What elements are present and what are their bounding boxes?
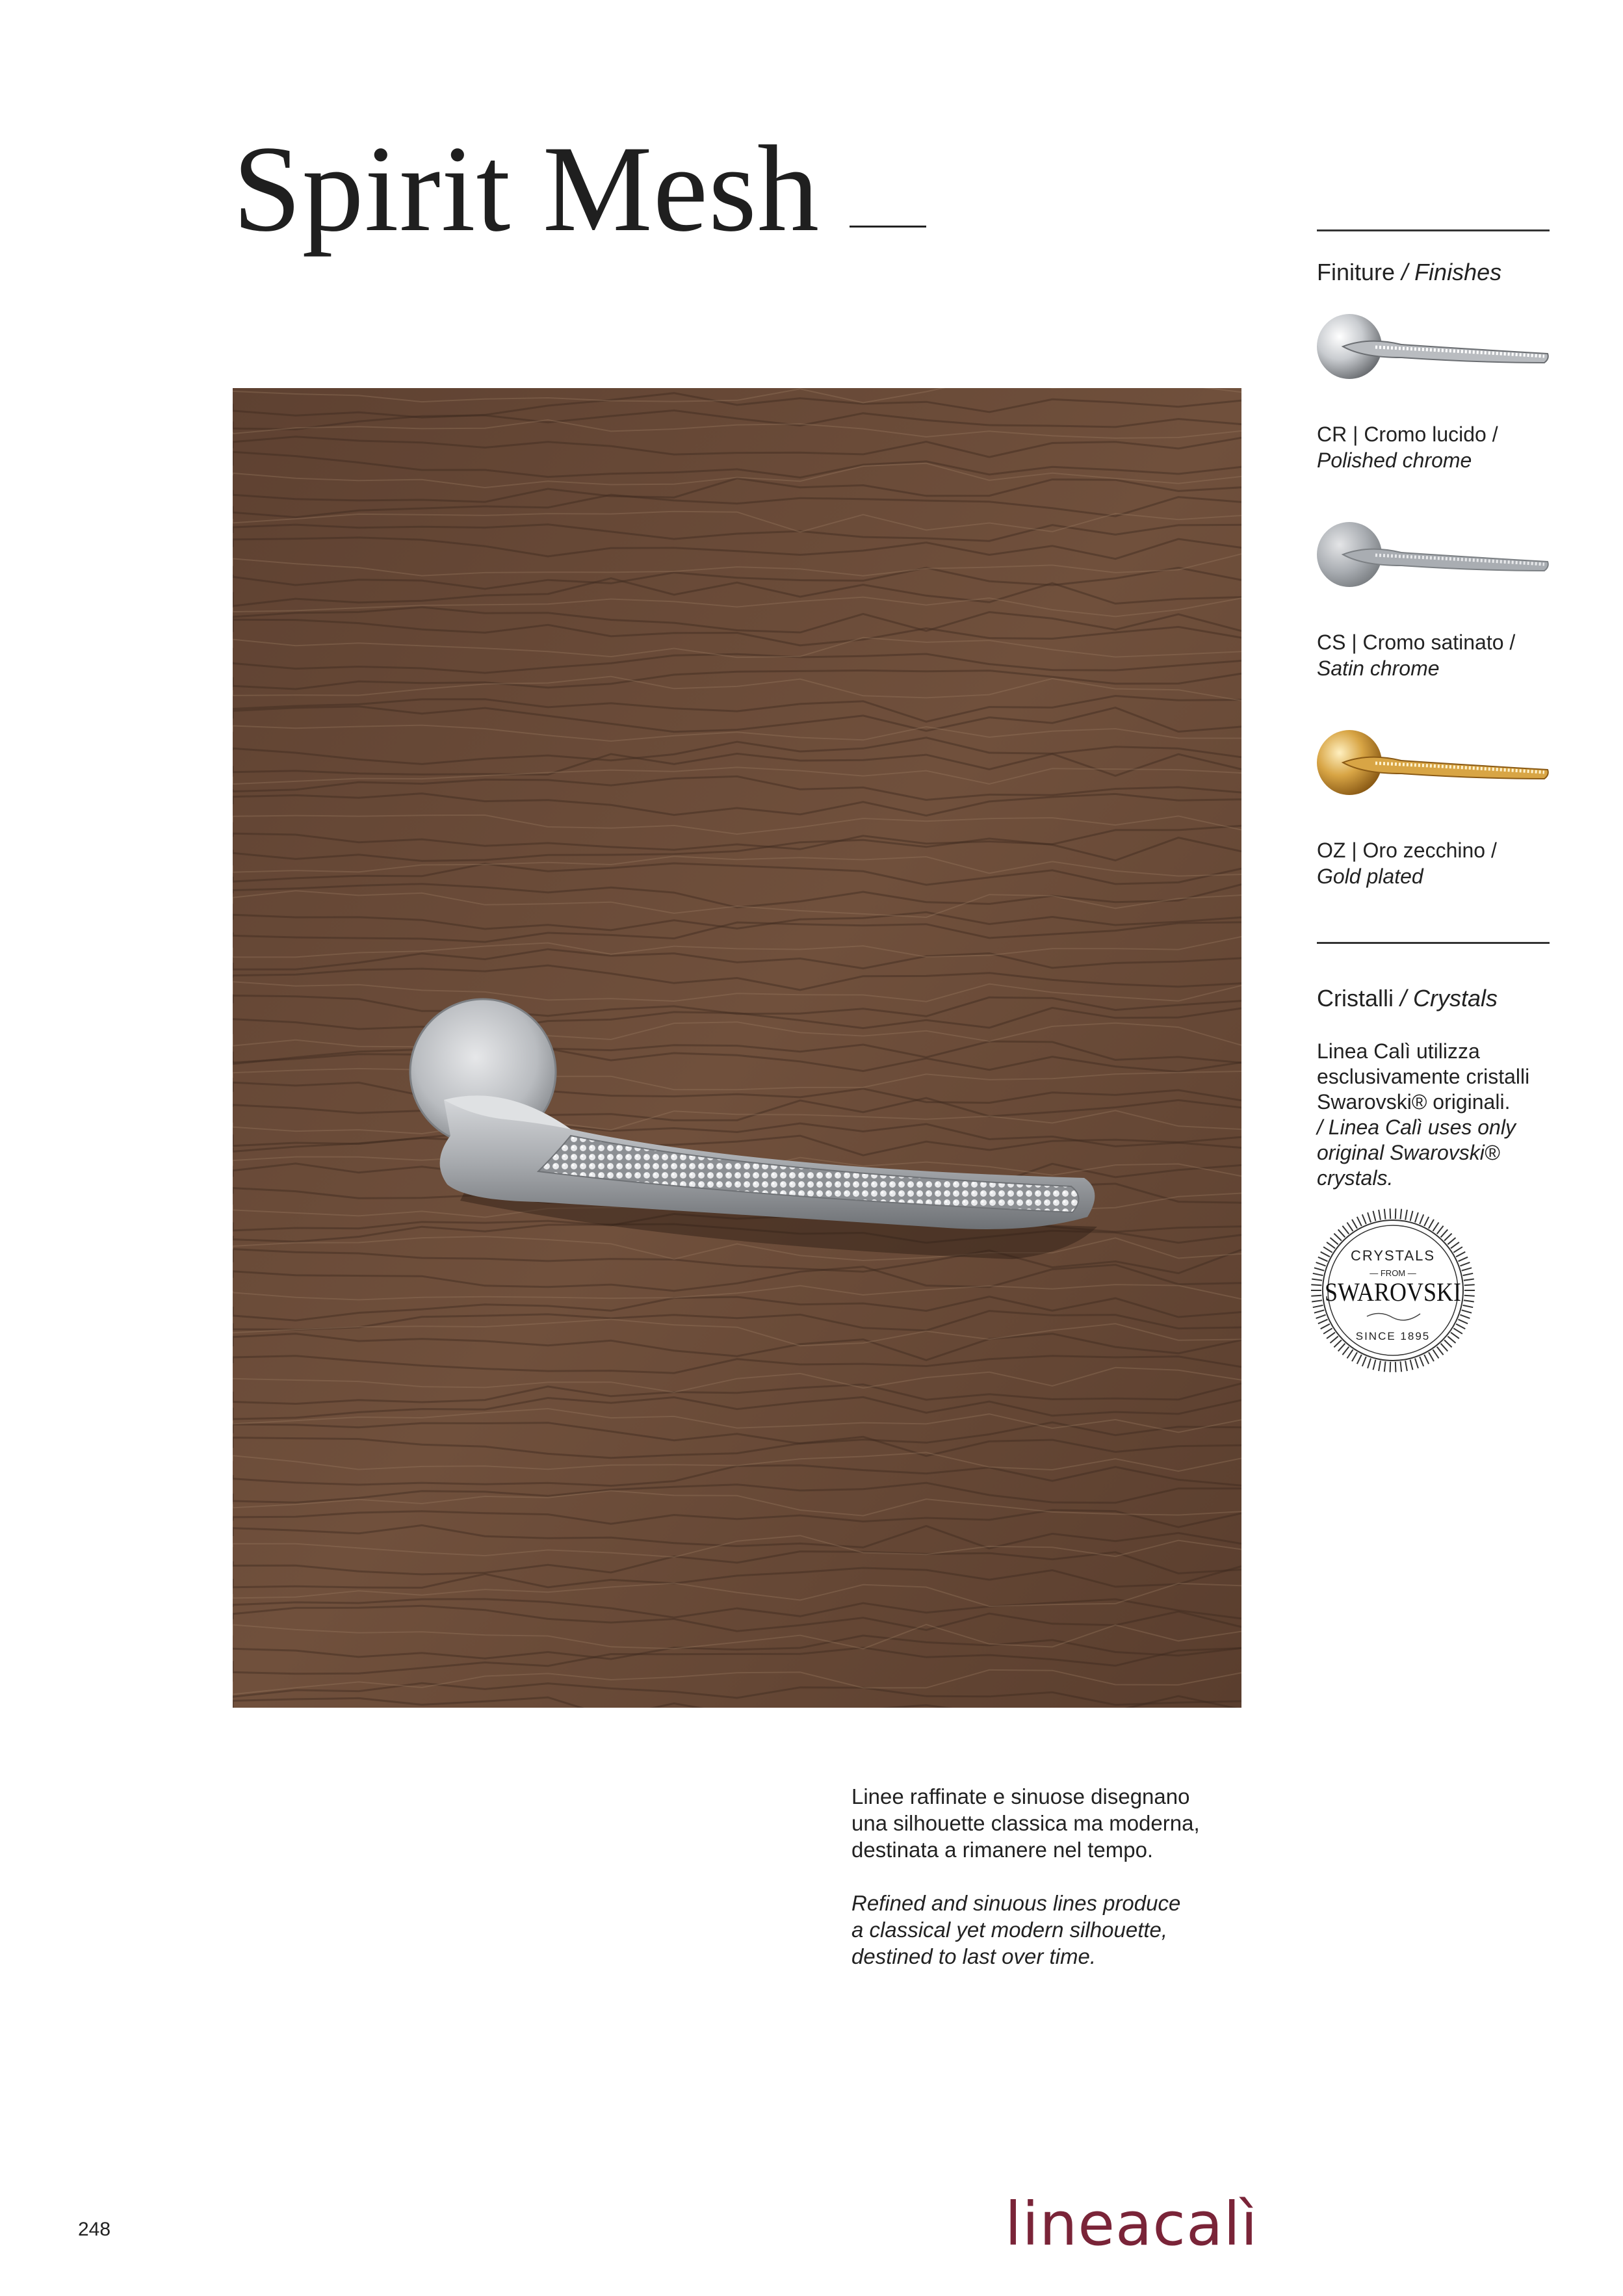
- crystals-text-it-line: Linea Calì utilizza: [1317, 1039, 1480, 1063]
- badge-from-text: — FROM —: [1370, 1268, 1416, 1278]
- badge-ray: [1318, 1257, 1328, 1262]
- description-en: [851, 1890, 1267, 1970]
- badge-ray: [1368, 1359, 1371, 1368]
- finish-caption-gold-plated: [1317, 837, 1577, 889]
- badge-ray: [1321, 1324, 1330, 1329]
- crystals-heading-en: / Crystals: [1400, 985, 1498, 1011]
- badge-ray: [1347, 1223, 1353, 1231]
- finish-caption-satin-chrome: [1317, 629, 1577, 681]
- finish-name-en: Satin chrome: [1317, 657, 1440, 680]
- badge-ray: [1327, 1333, 1335, 1338]
- badge-ray: [1462, 1268, 1472, 1270]
- description-en-line: destined to last over time.: [851, 1944, 1097, 1968]
- badge-crystals-text: CRYSTALS: [1350, 1247, 1436, 1264]
- crystals-text-it-line: Swarovski® originali.: [1317, 1090, 1511, 1114]
- badge-ray: [1424, 1355, 1429, 1364]
- badge-ray: [1314, 1268, 1324, 1270]
- badge-ray: [1357, 1355, 1362, 1364]
- door-handle-photo: [233, 388, 1241, 1708]
- finish-name-en: Polished chrome: [1317, 449, 1472, 472]
- badge-ray: [1415, 1359, 1418, 1368]
- handle-thumb-icon: [1317, 519, 1550, 590]
- description-it-line: una silhouette classica ma moderna,: [851, 1811, 1200, 1835]
- sidebar-rule-crystals: [1317, 942, 1550, 944]
- badge-ray: [1342, 1226, 1349, 1234]
- badge-ray: [1379, 1361, 1381, 1371]
- finish-code-label: CR | Cromo lucido /: [1317, 423, 1498, 446]
- badge-ray: [1456, 1252, 1465, 1257]
- badge-ray: [1453, 1328, 1462, 1334]
- finish-thumb-polished-chrome: [1317, 311, 1550, 382]
- badge-ray: [1460, 1262, 1470, 1266]
- badge-ray: [1453, 1247, 1462, 1253]
- badge-ray: [1459, 1257, 1468, 1262]
- brand-logo: lineacalì: [1005, 2189, 1258, 2259]
- badge-ray: [1415, 1212, 1418, 1222]
- badge-ray: [1352, 1220, 1357, 1229]
- badge-ray: [1444, 1234, 1452, 1241]
- badge-ray: [1352, 1352, 1357, 1361]
- sidebar-rule-top: [1317, 229, 1550, 231]
- finish-code-label: CS | Cromo satinato /: [1317, 631, 1516, 654]
- description-it-line: Linee raffinate e sinuose disegnano: [851, 1784, 1190, 1808]
- badge-ray: [1338, 1229, 1345, 1237]
- badge-ray: [1441, 1229, 1448, 1237]
- badge-ray: [1313, 1305, 1323, 1307]
- badge-ray: [1437, 1226, 1444, 1234]
- badge-since-text: SINCE 1895: [1355, 1330, 1431, 1342]
- badge-ray: [1401, 1209, 1402, 1220]
- badge-ray: [1451, 1242, 1459, 1248]
- badge-ray: [1410, 1211, 1413, 1221]
- badge-ray: [1463, 1273, 1474, 1275]
- description-en-line: a classical yet modern silhouette,: [851, 1918, 1168, 1942]
- badge-ray: [1318, 1320, 1328, 1324]
- badge-ray: [1312, 1300, 1322, 1301]
- badge-ray: [1312, 1279, 1322, 1281]
- badge-ray: [1362, 1214, 1366, 1224]
- badge-ray: [1357, 1217, 1362, 1226]
- badge-ray: [1379, 1210, 1381, 1220]
- badge-ray: [1362, 1357, 1366, 1366]
- finish-name-en: Gold plated: [1317, 865, 1423, 888]
- badge-ray: [1464, 1300, 1474, 1301]
- badge-ray: [1441, 1344, 1448, 1351]
- badge-ray: [1405, 1361, 1407, 1371]
- finish-thumb-satin-chrome: [1317, 519, 1550, 590]
- finish-code-label: OZ | Oro zecchino /: [1317, 839, 1497, 862]
- badge-ray: [1323, 1247, 1332, 1253]
- badge-ray: [1327, 1242, 1335, 1248]
- badge-ray: [1316, 1262, 1326, 1266]
- badge-ray: [1390, 1362, 1391, 1372]
- badge-ray: [1433, 1350, 1439, 1358]
- description-en-line: Refined and sinuous lines produce: [851, 1891, 1181, 1915]
- badge-ray: [1334, 1234, 1342, 1241]
- badge-ray: [1347, 1350, 1353, 1358]
- badge-ray: [1424, 1217, 1429, 1226]
- crystals-text-en-line: / Linea Calì uses only: [1317, 1115, 1516, 1139]
- badge-ray: [1463, 1305, 1474, 1307]
- badge-ray: [1444, 1340, 1452, 1347]
- badge-brand-text: SWAROVSKI: [1325, 1277, 1461, 1307]
- finish-thumb-gold-plated: [1317, 727, 1550, 798]
- page-title: Spirit Mesh: [233, 121, 820, 257]
- crystals-heading-it: Cristalli: [1317, 985, 1394, 1011]
- badge-ray: [1334, 1340, 1342, 1347]
- badge-ray: [1433, 1223, 1439, 1231]
- handle-thumb-icon: [1317, 311, 1550, 382]
- crystals-text: [1317, 1039, 1564, 1191]
- badge-ray: [1451, 1333, 1459, 1338]
- finishes-heading-it: Finiture: [1317, 259, 1396, 285]
- title-dash: [850, 226, 926, 228]
- badge-ray: [1373, 1360, 1376, 1370]
- crystals-heading: [1317, 985, 1498, 1012]
- badge-ray: [1321, 1252, 1330, 1257]
- badge-ray: [1448, 1238, 1455, 1244]
- product-photo: [233, 388, 1241, 1708]
- description-it-line: destinata a rimanere nel tempo.: [851, 1838, 1154, 1862]
- badge-ray: [1342, 1347, 1349, 1355]
- badge-ray: [1437, 1347, 1444, 1355]
- badge-ray: [1314, 1310, 1324, 1312]
- badge-ray: [1420, 1214, 1423, 1224]
- badge-ray: [1313, 1273, 1323, 1275]
- badge-ray: [1462, 1310, 1472, 1312]
- badge-ray: [1331, 1337, 1338, 1343]
- badge-ray: [1456, 1324, 1465, 1329]
- swarovski-seal: [1308, 1206, 1477, 1375]
- badge-ray: [1429, 1220, 1434, 1229]
- page-number: 248: [78, 2219, 111, 2240]
- badge-ray: [1464, 1279, 1474, 1281]
- badge-ray: [1420, 1357, 1423, 1366]
- badge-ray: [1460, 1315, 1470, 1319]
- badge-ray: [1429, 1352, 1434, 1361]
- finish-caption-polished-chrome: [1317, 421, 1577, 473]
- badge-ray: [1405, 1210, 1407, 1220]
- badge-ray: [1316, 1315, 1326, 1319]
- badge-ray: [1338, 1344, 1345, 1351]
- badge-ray: [1323, 1328, 1332, 1334]
- badge-ray: [1373, 1211, 1376, 1221]
- crystals-text-en-line: original Swarovski®: [1317, 1141, 1500, 1164]
- badge-ray: [1448, 1337, 1455, 1343]
- description-it: [851, 1783, 1267, 1863]
- badge-ray: [1401, 1361, 1402, 1372]
- finishes-heading: [1317, 259, 1501, 286]
- crystals-text-it-line: esclusivamente cristalli: [1317, 1065, 1530, 1088]
- product-description: [851, 1783, 1267, 1996]
- badge-ray: [1390, 1208, 1391, 1219]
- badge-ray: [1384, 1361, 1386, 1372]
- badge-ray: [1410, 1360, 1413, 1370]
- badge-ray: [1384, 1209, 1386, 1220]
- badge-ray: [1331, 1238, 1338, 1244]
- swarovski-badge-icon: [1308, 1206, 1477, 1375]
- handle-thumb-icon: [1317, 727, 1550, 798]
- badge-ray: [1368, 1212, 1371, 1222]
- finishes-heading-en: / Finishes: [1401, 259, 1502, 285]
- title-block: [233, 121, 926, 257]
- crystals-text-en-line: crystals.: [1317, 1166, 1394, 1190]
- badge-ray: [1459, 1320, 1468, 1324]
